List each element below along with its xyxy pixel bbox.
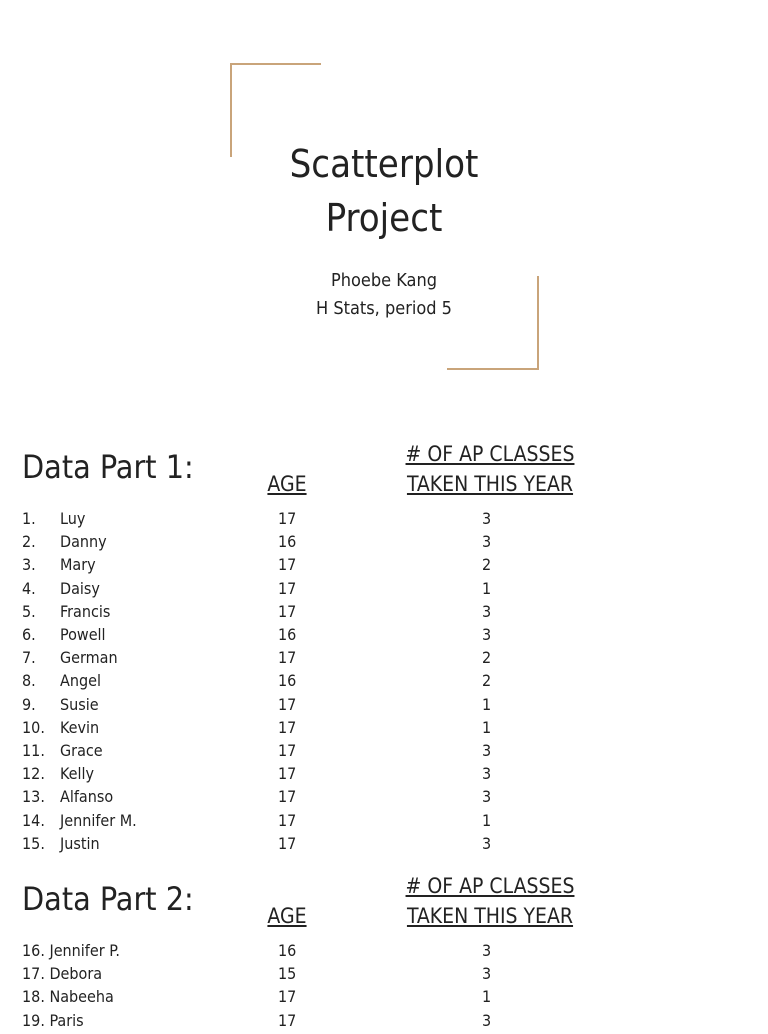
ap-class-count: 1 bbox=[482, 810, 492, 830]
ap-column-header-2-line-1: # OF AP CLASSES bbox=[405, 874, 575, 898]
corner-bracket-top-horizontal bbox=[230, 63, 321, 65]
table-row bbox=[0, 648, 768, 671]
student-name: Francis bbox=[60, 601, 111, 621]
student-age: 17 bbox=[278, 509, 297, 528]
page-title-line-2: Project bbox=[325, 196, 443, 240]
ap-class-count: 3 bbox=[482, 787, 492, 807]
ap-class-count: 3 bbox=[482, 964, 492, 984]
table-row bbox=[0, 602, 768, 625]
student-label: 16. Jennifer P. bbox=[22, 941, 120, 960]
student-age: 17 bbox=[278, 601, 297, 621]
ap-class-count: 3 bbox=[482, 532, 492, 552]
ap-class-count: 3 bbox=[482, 941, 492, 960]
table-row bbox=[0, 509, 768, 532]
student-name: Justin bbox=[60, 833, 100, 853]
student-label: 18. Nabeeha bbox=[22, 987, 114, 1007]
table-row bbox=[0, 764, 768, 787]
author-name: Phoebe Kang bbox=[330, 270, 438, 291]
table-row bbox=[0, 555, 768, 578]
ap-column-header-line-1: # OF AP CLASSES bbox=[405, 442, 575, 466]
table-row bbox=[0, 811, 768, 834]
table-row bbox=[0, 625, 768, 648]
student-name: Kelly bbox=[60, 764, 95, 784]
student-age: 17 bbox=[278, 694, 297, 714]
table-row bbox=[0, 1011, 768, 1034]
row-number: 3. bbox=[22, 555, 36, 575]
row-number: 14. bbox=[22, 810, 45, 830]
table-row bbox=[0, 532, 768, 555]
student-name: Grace bbox=[60, 741, 103, 760]
section-title-part-2: Data Part 2: bbox=[22, 880, 194, 918]
row-number: 11. bbox=[22, 741, 45, 760]
page-title-line-1: Scatterplot bbox=[289, 142, 479, 186]
table-row bbox=[0, 964, 768, 987]
student-name: Mary bbox=[60, 555, 96, 575]
student-age: 17 bbox=[278, 810, 297, 830]
ap-class-count: 1 bbox=[482, 578, 492, 598]
table-row bbox=[0, 987, 768, 1010]
ap-class-count: 1 bbox=[482, 694, 492, 714]
table-row bbox=[0, 741, 768, 764]
table-row bbox=[0, 695, 768, 718]
student-age: 17 bbox=[278, 717, 297, 737]
student-age: 17 bbox=[278, 987, 297, 1007]
ap-class-count: 3 bbox=[482, 764, 492, 784]
student-name: Luy bbox=[60, 509, 86, 528]
student-age: 17 bbox=[278, 787, 297, 807]
student-label: 19. Paris bbox=[22, 1010, 84, 1030]
ap-class-count: 3 bbox=[482, 509, 492, 528]
student-name: Danny bbox=[60, 532, 107, 552]
ap-class-count: 1 bbox=[482, 717, 492, 737]
row-number: 7. bbox=[22, 648, 36, 668]
student-name: Alfanso bbox=[60, 787, 114, 807]
table-row bbox=[0, 787, 768, 810]
table-row bbox=[0, 718, 768, 741]
student-age: 16 bbox=[278, 671, 297, 691]
student-age: 17 bbox=[278, 555, 297, 575]
row-number: 8. bbox=[22, 671, 36, 691]
student-age: 17 bbox=[278, 578, 297, 598]
ap-class-count: 3 bbox=[482, 1010, 492, 1030]
row-number: 5. bbox=[22, 601, 36, 621]
student-name: Daisy bbox=[60, 578, 100, 598]
ap-class-count: 1 bbox=[482, 987, 492, 1007]
student-name: Susie bbox=[60, 694, 99, 714]
course-info: H Stats, period 5 bbox=[316, 298, 452, 319]
student-name: German bbox=[60, 648, 118, 668]
table-row bbox=[0, 834, 768, 857]
student-age: 16 bbox=[278, 941, 297, 960]
student-age: 17 bbox=[278, 764, 297, 784]
student-age: 17 bbox=[278, 1010, 297, 1030]
row-number: 15. bbox=[22, 833, 45, 853]
ap-class-count: 3 bbox=[482, 833, 492, 853]
ap-class-count: 3 bbox=[482, 741, 492, 760]
student-age: 17 bbox=[278, 648, 297, 668]
student-age: 17 bbox=[278, 741, 297, 760]
ap-class-count: 3 bbox=[482, 601, 492, 621]
row-number: 4. bbox=[22, 578, 36, 598]
student-age: 17 bbox=[278, 833, 297, 853]
row-number: 1. bbox=[22, 509, 36, 528]
ap-class-count: 3 bbox=[482, 625, 492, 644]
student-name: Angel bbox=[60, 671, 101, 691]
row-number: 6. bbox=[22, 625, 36, 644]
age-column-header-2: AGE bbox=[267, 904, 307, 928]
ap-class-count: 2 bbox=[482, 648, 492, 668]
age-column-header: AGE bbox=[267, 472, 307, 496]
student-age: 16 bbox=[278, 625, 297, 644]
section-title-part-1: Data Part 1: bbox=[22, 448, 194, 486]
row-number: 13. bbox=[22, 787, 45, 807]
table-row bbox=[0, 579, 768, 602]
corner-bracket-bottom-horizontal bbox=[447, 368, 539, 370]
student-age: 15 bbox=[278, 964, 297, 984]
row-number: 12. bbox=[22, 764, 45, 784]
table-row bbox=[0, 671, 768, 694]
student-name: Powell bbox=[60, 625, 106, 644]
student-name: Jennifer M. bbox=[60, 810, 137, 830]
row-number: 9. bbox=[22, 694, 36, 714]
row-number: 2. bbox=[22, 532, 36, 552]
student-name: Kevin bbox=[60, 717, 100, 737]
student-label: 17. Debora bbox=[22, 964, 103, 984]
ap-column-header-line-2: TAKEN THIS YEAR bbox=[406, 472, 574, 496]
student-age: 16 bbox=[278, 532, 297, 552]
ap-class-count: 2 bbox=[482, 555, 492, 575]
table-row bbox=[0, 941, 768, 964]
ap-class-count: 2 bbox=[482, 671, 492, 691]
ap-column-header-2-line-2: TAKEN THIS YEAR bbox=[406, 904, 574, 928]
row-number: 10. bbox=[22, 717, 45, 737]
